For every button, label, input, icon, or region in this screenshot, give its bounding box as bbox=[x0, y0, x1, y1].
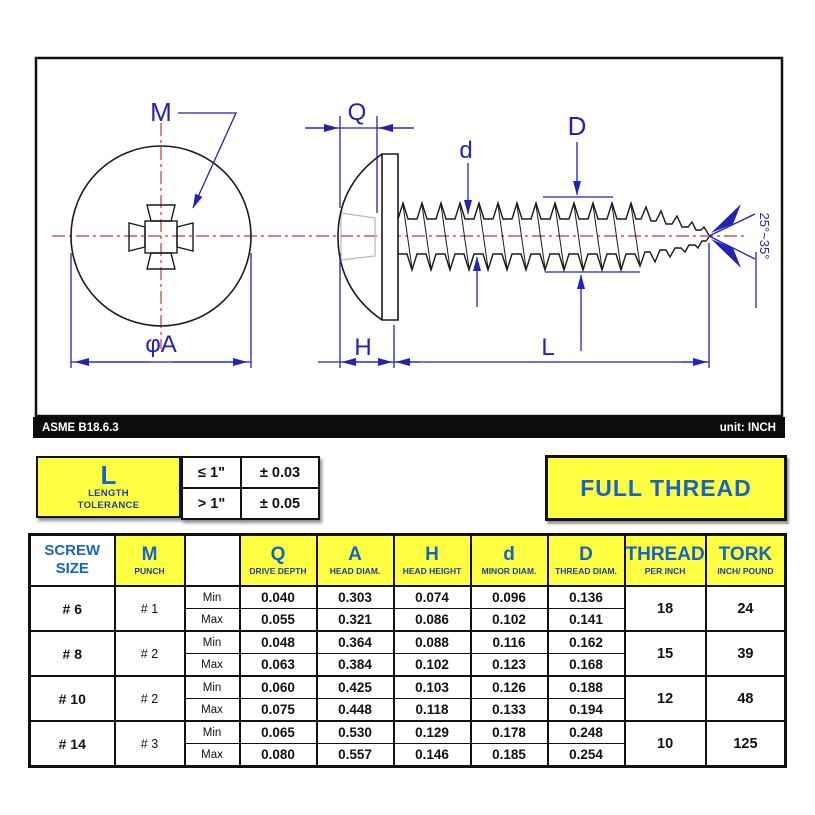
value-cell: 0.136 bbox=[548, 586, 625, 609]
minmax-label: Max bbox=[185, 699, 240, 722]
punch-cell: # 3 bbox=[115, 721, 185, 767]
value-cell: 0.168 bbox=[548, 654, 625, 677]
value-cell: 0.178 bbox=[471, 721, 548, 744]
value-cell: 0.102 bbox=[394, 654, 471, 677]
value-cell: 0.063 bbox=[240, 654, 317, 677]
value-cell: 0.254 bbox=[548, 744, 625, 767]
punch-cell: # 1 bbox=[115, 586, 185, 631]
table-row bbox=[30, 676, 786, 699]
value-cell: 0.048 bbox=[240, 631, 317, 654]
header-tork: TORK INCH/ POUND bbox=[706, 535, 786, 587]
value-cell: 0.129 bbox=[394, 721, 471, 744]
screw-size-cell: # 6 bbox=[30, 586, 115, 631]
value-cell: 0.080 bbox=[240, 744, 317, 767]
value-cell: 0.126 bbox=[471, 676, 548, 699]
thread-per-inch-cell: 15 bbox=[625, 631, 706, 676]
minmax-label: Min bbox=[185, 721, 240, 744]
tolerance-caption-line1: LENGTH bbox=[88, 488, 129, 500]
value-cell: 0.065 bbox=[240, 721, 317, 744]
unit-label: unit: INCH bbox=[719, 421, 776, 434]
header-thread-diam: D THREAD DIAM. bbox=[548, 535, 625, 587]
minmax-label: Max bbox=[185, 609, 240, 632]
value-cell: 0.146 bbox=[394, 744, 471, 767]
value-cell: 0.448 bbox=[317, 699, 394, 722]
punch-cell: # 2 bbox=[115, 676, 185, 721]
value-cell: 0.364 bbox=[317, 631, 394, 654]
value-cell: 0.162 bbox=[548, 631, 625, 654]
value-cell: 0.133 bbox=[471, 699, 548, 722]
header-drive-depth: Q DRIVE DEPTH bbox=[240, 535, 317, 587]
table-row bbox=[30, 586, 786, 609]
value-cell: 0.060 bbox=[240, 676, 317, 699]
title-bar bbox=[33, 417, 785, 438]
value-cell: 0.321 bbox=[317, 609, 394, 632]
value-cell: 0.116 bbox=[471, 631, 548, 654]
full-thread-banner: FULL THREAD bbox=[545, 455, 787, 521]
value-cell: 0.384 bbox=[317, 654, 394, 677]
value-cell: 0.141 bbox=[548, 609, 625, 632]
screw-size-cell: # 14 bbox=[30, 721, 115, 767]
value-cell: 0.074 bbox=[394, 586, 471, 609]
tolerance-value: ± 0.03 bbox=[241, 457, 319, 488]
dimension-labels bbox=[145, 97, 772, 361]
screw-size-cell: # 8 bbox=[30, 631, 115, 676]
tolerance-condition: ≤ 1" bbox=[182, 457, 241, 488]
value-cell: 0.103 bbox=[394, 676, 471, 699]
minmax-label: Min bbox=[185, 676, 240, 699]
header-punch: M PUNCH bbox=[115, 535, 185, 587]
spec-header-row bbox=[30, 535, 786, 587]
thread-per-inch-cell: 10 bbox=[625, 721, 706, 767]
table-row bbox=[30, 721, 786, 744]
spec-table bbox=[28, 533, 787, 768]
value-cell: 0.055 bbox=[240, 609, 317, 632]
value-cell: 0.188 bbox=[548, 676, 625, 699]
header-thread-per-inch: THREAD PER INCH bbox=[625, 535, 706, 587]
thread-bottom-profile bbox=[398, 237, 709, 270]
minmax-label: Min bbox=[185, 631, 240, 654]
value-cell: 0.096 bbox=[471, 586, 548, 609]
value-cell: 0.086 bbox=[394, 609, 471, 632]
tolerance-table bbox=[181, 456, 320, 520]
label-tip-angle: 25°~35° bbox=[757, 212, 772, 260]
label-length: L bbox=[541, 334, 555, 361]
header-screw-size: SCREW SIZE bbox=[30, 535, 115, 587]
minmax-label: Min bbox=[185, 586, 240, 609]
value-cell: 0.185 bbox=[471, 744, 548, 767]
header-head-height: H HEAD HEIGHT bbox=[394, 535, 471, 587]
value-cell: 0.425 bbox=[317, 676, 394, 699]
standard-label: ASME B18.6.3 bbox=[42, 421, 119, 434]
value-cell: 0.557 bbox=[317, 744, 394, 767]
thread-per-inch-cell: 12 bbox=[625, 676, 706, 721]
tork-cell: 24 bbox=[706, 586, 786, 631]
tork-cell: 125 bbox=[706, 721, 786, 767]
value-cell: 0.040 bbox=[240, 586, 317, 609]
tolerance-caption-line2: TOLERANCE bbox=[77, 500, 140, 511]
label-thread-diam: D bbox=[567, 111, 587, 141]
centerlines bbox=[52, 123, 746, 349]
table-row bbox=[30, 631, 786, 654]
dimension-lines bbox=[71, 113, 756, 368]
value-cell: 0.088 bbox=[394, 631, 471, 654]
tork-cell: 39 bbox=[706, 631, 786, 676]
head-bearing-face bbox=[382, 154, 398, 320]
minmax-label: Max bbox=[185, 654, 240, 677]
thread-per-inch-cell: 18 bbox=[625, 586, 706, 631]
label-punch: M bbox=[150, 97, 172, 127]
header-minor-diam: d MINOR DIAM. bbox=[471, 535, 548, 587]
screw-size-cell: # 10 bbox=[30, 676, 115, 721]
value-cell: 0.118 bbox=[394, 699, 471, 722]
label-minor-diam: d bbox=[459, 137, 473, 164]
tolerance-symbol: L bbox=[100, 460, 117, 491]
header-head-diam: A HEAD DIAM. bbox=[317, 535, 394, 587]
head-side-view bbox=[338, 154, 398, 320]
value-cell: 0.303 bbox=[317, 586, 394, 609]
length-tolerance-symbol-panel bbox=[36, 456, 181, 518]
tork-cell: 48 bbox=[706, 676, 786, 721]
tolerance-condition: > 1" bbox=[182, 488, 241, 519]
value-cell: 0.530 bbox=[317, 721, 394, 744]
label-head-diam: φA bbox=[145, 331, 177, 358]
value-cell: 0.075 bbox=[240, 699, 317, 722]
label-drive-depth: Q bbox=[347, 99, 367, 126]
value-cell: 0.102 bbox=[471, 609, 548, 632]
length-tolerance-box bbox=[36, 456, 320, 520]
punch-cell: # 2 bbox=[115, 631, 185, 676]
header-minmax bbox=[185, 535, 240, 587]
tolerance-value: ± 0.05 bbox=[241, 488, 319, 519]
value-cell: 0.123 bbox=[471, 654, 548, 677]
label-head-height: H bbox=[354, 334, 372, 361]
value-cell: 0.248 bbox=[548, 721, 625, 744]
minmax-label: Max bbox=[185, 744, 240, 767]
value-cell: 0.194 bbox=[548, 699, 625, 722]
